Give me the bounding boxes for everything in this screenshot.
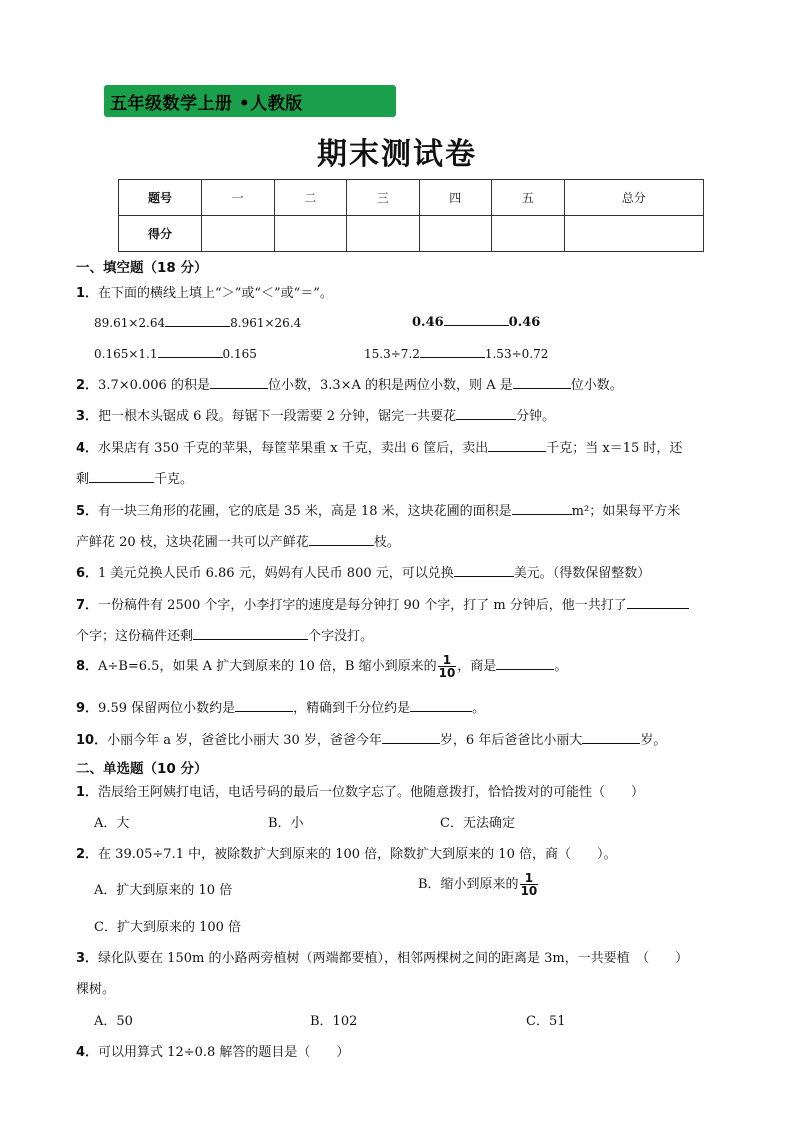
question-6 — [76, 562, 650, 581]
question-9 — [76, 697, 485, 716]
score-cell[interactable] — [419, 216, 492, 252]
question-text: 3.7×0.006 的积是 — [98, 378, 210, 393]
question-text: 绿化队要在 150m 的小路两旁植树（两端都要植），相邻两棵树之间的距离是 3m，一共要植 （ ） — [98, 951, 689, 966]
score-header-cell: 题号 — [119, 180, 202, 216]
question-text: 枝。 — [373, 535, 400, 550]
question-4 — [76, 437, 682, 456]
question-number: 5． — [76, 504, 99, 519]
option-c[interactable]: C．扩大到原来的 100 倍 — [94, 920, 242, 935]
question-4-cont — [76, 468, 193, 487]
question-1 — [76, 282, 333, 301]
score-cell[interactable] — [347, 216, 420, 252]
expr-right: 0.165 — [222, 347, 257, 361]
question-text: 个字；这份稿件还剩 — [76, 629, 194, 644]
question-text: 岁，6 年后爸爸比小丽大 — [439, 733, 583, 748]
fraction-denominator: 10 — [520, 884, 538, 898]
question-text: 美元。（得数保留整数） — [513, 566, 651, 581]
question-text: 千克。 — [154, 472, 194, 487]
question-number: 1． — [76, 785, 99, 800]
compare-item-d — [364, 345, 548, 361]
compare-item-b — [412, 313, 540, 330]
expr-left: 0.165×1.1 — [94, 347, 158, 361]
score-row-label: 得分 — [119, 216, 202, 252]
question-number: 4． — [76, 441, 99, 456]
option-text: B．缩小到原来的 — [418, 877, 519, 892]
answer-blank[interactable] — [210, 376, 268, 389]
question-number: 4． — [76, 1045, 99, 1060]
option-c[interactable]: C．无法确定 — [440, 816, 515, 831]
question-7-cont — [76, 625, 373, 644]
expr-left: 0.46 — [412, 315, 444, 330]
question-text: 岁。 — [640, 733, 667, 748]
question-8 — [76, 654, 567, 679]
question-text: 水果店有 350 千克的苹果，每筐苹果重 x 千克，卖出 6 筐后，卖出 — [98, 441, 489, 456]
score-cell[interactable] — [564, 216, 703, 252]
question-text: 有一块三角形的花圃，它的底是 35 米，高是 18 米，这块花圃的面积是 — [98, 504, 512, 519]
question-10 — [76, 729, 666, 748]
score-header-cell: 五 — [492, 180, 565, 216]
question-text: 把一根木头锯成 6 段。每锯下一段需要 2 分钟，锯完一共要花 — [98, 409, 457, 424]
answer-blank[interactable] — [158, 345, 223, 358]
grade-badge-label: 五年级数学上册 •人教版 — [110, 94, 303, 114]
question-7 — [76, 594, 689, 613]
answer-blank[interactable] — [456, 407, 516, 420]
score-row — [119, 216, 704, 252]
score-header-cell: 二 — [274, 180, 347, 216]
question-number: 10． — [76, 733, 108, 748]
question-text: m²；如果每平方米 — [571, 504, 681, 519]
fraction — [520, 872, 539, 897]
answer-blank[interactable] — [382, 731, 440, 744]
fraction-numerator: 1 — [438, 654, 457, 667]
mc-question-3 — [76, 947, 688, 966]
option-a[interactable]: A．大 — [94, 816, 130, 831]
question-text: 位小数。 — [570, 378, 623, 393]
score-cell[interactable] — [202, 216, 275, 252]
expr-right: 8.961×26.4 — [230, 316, 302, 330]
expr-left: 15.3÷7.2 — [364, 347, 420, 361]
question-number: 7． — [76, 598, 99, 613]
answer-blank[interactable] — [512, 502, 572, 515]
score-header-cell: 四 — [419, 180, 492, 216]
compare-item-a — [94, 314, 301, 330]
mc-question-1 — [76, 781, 644, 800]
option-b[interactable]: B．102 — [310, 1014, 358, 1029]
expr-right: 0.46 — [508, 315, 541, 330]
question-5 — [76, 500, 680, 519]
question-text: 。 — [554, 659, 568, 674]
score-cell[interactable] — [492, 216, 565, 252]
score-table — [118, 179, 704, 252]
question-number: 3． — [76, 951, 99, 966]
option-b[interactable]: B．小 — [268, 816, 304, 831]
answer-blank[interactable] — [582, 731, 640, 744]
question-text: 位小数，3.3×A 的积是两位小数，则 A 是 — [267, 378, 513, 393]
section1-heading: 一、填空题（18 分） — [76, 260, 208, 276]
score-cell[interactable] — [274, 216, 347, 252]
option-c[interactable]: C．51 — [526, 1014, 566, 1029]
question-text: 个字没打。 — [308, 629, 374, 644]
question-number: 3． — [76, 409, 99, 424]
question-5-cont — [76, 531, 400, 550]
question-text: 分钟。 — [516, 409, 556, 424]
question-text: ，精确到千分位约是 — [293, 701, 411, 716]
option-a[interactable]: A．50 — [94, 1014, 133, 1029]
question-number: 2． — [76, 378, 99, 393]
mc-question-3-cont: 棵树。 — [76, 982, 116, 997]
score-header-cell: 一 — [202, 180, 275, 216]
answer-blank[interactable] — [89, 470, 154, 483]
section2-heading: 二、单选题（10 分） — [76, 761, 208, 777]
question-text: ，商是 — [457, 659, 497, 674]
score-header-cell: 三 — [347, 180, 420, 216]
answer-blank[interactable] — [410, 699, 472, 712]
question-text: A÷B=6.5，如果 A 扩大到原来的 10 倍，B 缩小到原来的 — [98, 659, 437, 674]
question-text: 千克；当 x＝15 时，还 — [546, 441, 683, 456]
question-text: 浩辰给王阿姨打电话，电话号码的最后一位数字忘了。他随意拨打，恰恰拨对的可能性（ ） — [98, 785, 645, 800]
question-text: 在 39.05÷7.1 中，被除数扩大到原来的 100 倍，除数扩大到原来的 10 倍，商（ ）。 — [98, 847, 617, 862]
fraction-denominator: 10 — [438, 666, 456, 680]
score-header-row — [119, 180, 704, 216]
question-2 — [76, 374, 623, 393]
option-b[interactable] — [418, 872, 539, 897]
question-number: 9． — [76, 701, 99, 716]
fraction — [438, 654, 457, 679]
question-text: 。 — [472, 701, 486, 716]
question-number: 6． — [76, 566, 99, 581]
answer-blank[interactable] — [513, 376, 571, 389]
question-3 — [76, 405, 555, 424]
question-number: 8． — [76, 659, 99, 674]
answer-blank[interactable] — [496, 657, 554, 670]
answer-blank[interactable] — [444, 313, 509, 326]
question-text: 剩 — [76, 472, 90, 487]
answer-blank[interactable] — [309, 533, 374, 546]
question-text: 小丽今年 a 岁，爸爸比小丽大 30 岁，爸爸今年 — [107, 733, 382, 748]
question-text: 9.59 保留两位小数约是 — [98, 701, 236, 716]
expr-left: 89.61×2.64 — [94, 316, 166, 330]
mc-question-2 — [76, 843, 616, 862]
answer-blank[interactable] — [488, 439, 546, 452]
question-text: 一份稿件有 2500 个字，小李打字的速度是每分钟打 90 个字，打了 m 分钟后，他一共打了 — [98, 598, 627, 613]
answer-blank[interactable] — [193, 627, 308, 640]
option-a[interactable]: A．扩大到原来的 10 倍 — [94, 883, 233, 898]
answer-blank[interactable] — [165, 314, 230, 327]
grade-badge — [104, 85, 396, 117]
answer-blank[interactable] — [454, 564, 514, 577]
question-text: 可以用算式 12÷0.8 解答的题目是（ ） — [98, 1045, 350, 1060]
page-title: 期末测试卷 — [317, 137, 477, 172]
question-text: 产鲜花 20 枝，这块花圃一共可以产鲜花 — [76, 535, 309, 550]
expr-right: 1.53÷0.72 — [484, 347, 549, 361]
fraction-numerator: 1 — [520, 872, 539, 885]
answer-blank[interactable] — [420, 345, 485, 358]
question-number: 1． — [76, 286, 99, 301]
compare-item-c — [94, 345, 257, 361]
question-text: 在下面的横线上填上“＞”或“＜”或“＝”。 — [98, 286, 333, 301]
mc-question-4 — [76, 1041, 349, 1060]
score-header-cell: 总分 — [564, 180, 703, 216]
answer-blank[interactable] — [235, 699, 293, 712]
answer-blank[interactable] — [627, 596, 689, 609]
question-number: 2． — [76, 847, 99, 862]
question-text: 1 美元兑换人民币 6.86 元，妈妈有人民币 800 元，可以兑换 — [98, 566, 454, 581]
